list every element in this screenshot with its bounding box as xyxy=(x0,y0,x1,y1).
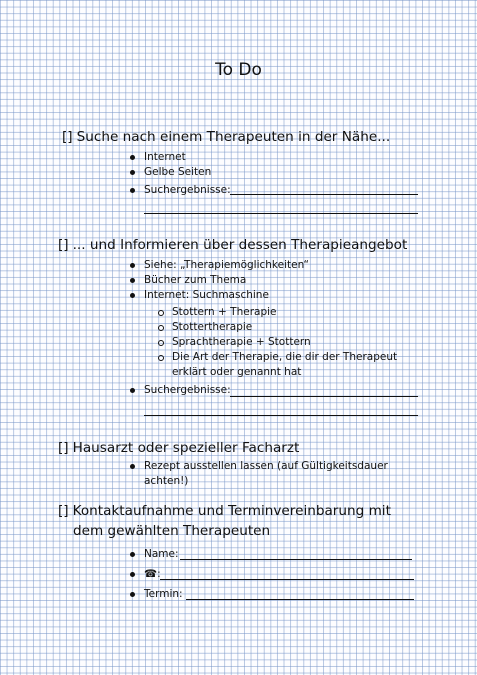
section-heading-text: Kontaktaufnahme und Terminvereinbarung mit xyxy=(72,503,391,519)
bullet-icon xyxy=(130,170,135,175)
section-heading-text: Suche nach einem Therapeuten in der Nähe... xyxy=(76,129,391,145)
name-field[interactable] xyxy=(180,559,412,560)
list-item: Name: xyxy=(128,547,183,562)
bullet-icon xyxy=(130,155,135,160)
phone-icon: ☎ xyxy=(144,568,158,580)
list-item: ☎: xyxy=(128,567,183,582)
doctor-list xyxy=(128,459,413,489)
inform-results-field[interactable] xyxy=(230,396,418,397)
section-heading-text: ... und Informieren über dessen Therapieangebot xyxy=(72,237,408,253)
search-results-field[interactable] xyxy=(230,194,418,195)
list-item: Suchergebnisse: xyxy=(128,183,231,198)
list-item: Internet xyxy=(128,150,231,165)
section-heading-contact xyxy=(58,503,391,519)
checkbox[interactable]: [] xyxy=(58,440,69,456)
circle-bullet-icon xyxy=(158,355,164,361)
list-item: Die Art der Therapie, die dir der Therapeut erklärt oder genannt hat xyxy=(158,350,423,380)
bullet-icon xyxy=(130,293,135,298)
list-item: Stottertherapie xyxy=(158,320,423,335)
circle-bullet-icon xyxy=(158,340,164,346)
inform-results-field-line2[interactable] xyxy=(144,415,418,416)
bullet-icon xyxy=(130,188,135,193)
checkbox[interactable]: [] xyxy=(62,129,73,145)
section-heading-doctor xyxy=(58,440,299,456)
list-item: Stottern + Therapie xyxy=(158,305,423,320)
section-heading-search xyxy=(62,129,390,145)
list-item: Internet: Suchmaschine xyxy=(128,288,309,303)
list-item: Gelbe Seiten xyxy=(128,165,231,180)
section-heading-text: Hausarzt oder spezieller Facharzt xyxy=(72,440,300,456)
inform-list xyxy=(128,258,309,303)
checkbox[interactable]: [] xyxy=(58,503,69,519)
bullet-icon xyxy=(130,592,135,597)
checkbox[interactable]: [] xyxy=(58,237,69,253)
list-item: Rezept ausstellen lassen (auf Gültigkeitsdauer achten!) xyxy=(128,459,413,489)
phone-field[interactable] xyxy=(160,579,414,580)
circle-bullet-icon xyxy=(158,310,164,316)
bullet-icon xyxy=(130,464,135,469)
search-terms-list xyxy=(158,305,423,380)
bullet-icon xyxy=(130,263,135,268)
list-item: Sprachtherapie + Stottern xyxy=(158,335,423,350)
list-item: Bücher zum Thema xyxy=(128,273,309,288)
section-heading-inform xyxy=(58,237,407,253)
circle-bullet-icon xyxy=(158,325,164,331)
inform-results-list xyxy=(128,383,231,398)
bullet-icon xyxy=(130,278,135,283)
search-list xyxy=(128,150,231,198)
bullet-icon xyxy=(130,388,135,393)
list-item: Siehe: „Therapiemöglichkeiten“ xyxy=(128,258,309,273)
appointment-field[interactable] xyxy=(186,599,414,600)
list-item: Suchergebnisse: xyxy=(128,383,231,398)
bullet-icon xyxy=(130,552,135,557)
section-heading-contact-line2: dem gewählten Therapeuten xyxy=(73,523,271,539)
contact-list xyxy=(128,547,183,602)
bullet-icon xyxy=(130,572,135,577)
list-item: Termin: xyxy=(128,587,183,602)
search-results-field-line2[interactable] xyxy=(144,213,418,214)
page-title: To Do xyxy=(215,60,262,80)
